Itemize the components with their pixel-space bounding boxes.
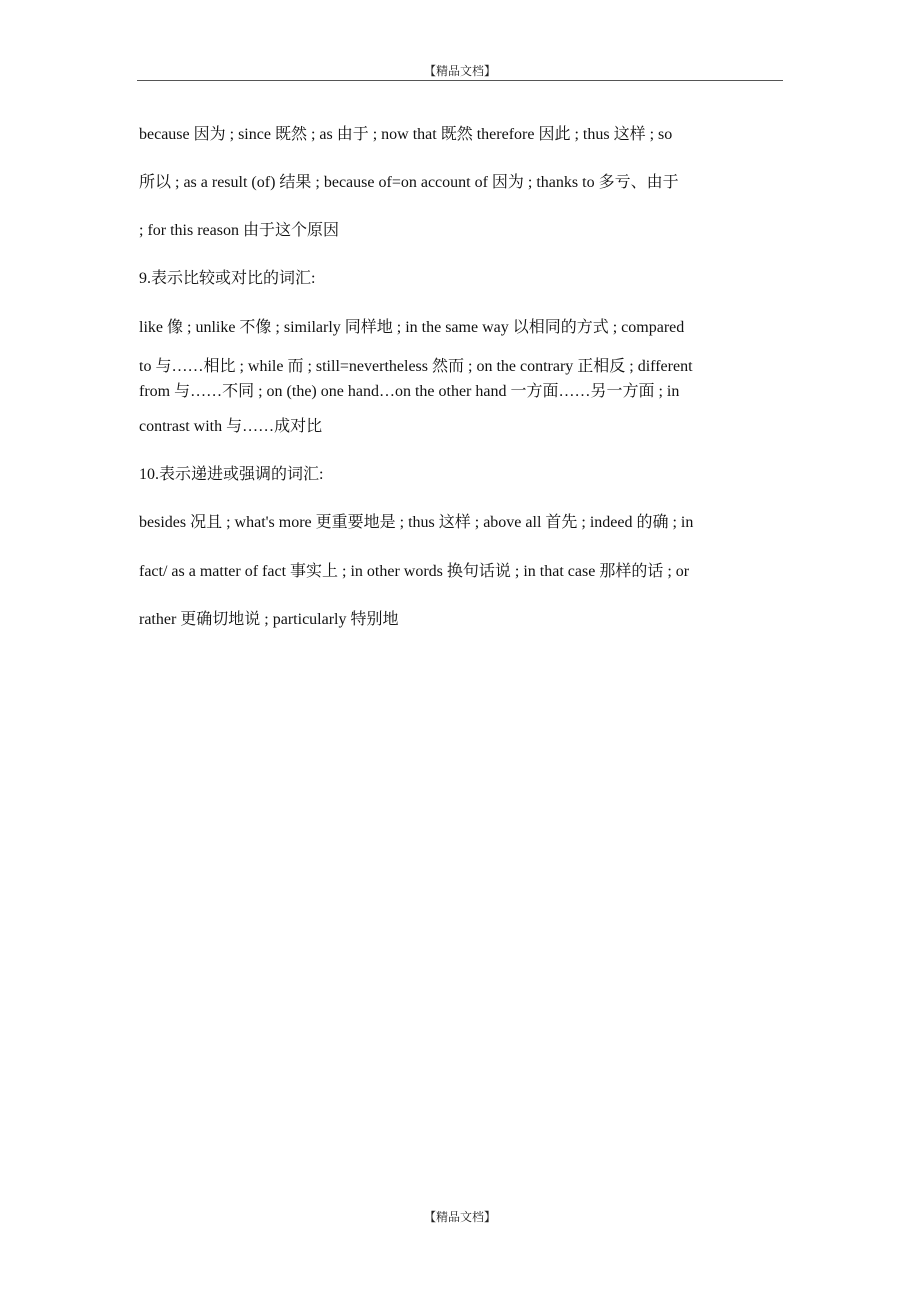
body-line-3: ; for this reason 由于这个原因 xyxy=(139,222,339,239)
section-heading-9: 9.表示比较或对比的词汇: xyxy=(139,270,316,287)
page-footer: 【精品文档】 xyxy=(423,1210,496,1224)
body-line-7: from 与……不同 ; on (the) one hand…on the other hand 一方面……另一方面 ; in xyxy=(139,383,680,400)
body-line-12: rather 更确切地说 ; particularly 特别地 xyxy=(139,611,399,628)
page-header: 【精品文档】 xyxy=(423,64,496,78)
body-line-8: contrast with 与……成对比 xyxy=(139,418,323,435)
body-line-6: to 与……相比 ; while 而 ; still=nevertheless 然而 ; on the contrary 正相反 ; different xyxy=(139,358,693,375)
header-divider xyxy=(137,80,783,81)
body-line-5: like 像 ; unlike 不像 ; similarly 同样地 ; in the same way 以相同的方式 ; compared xyxy=(139,319,685,336)
body-line-11: fact/ as a matter of fact 事实上 ; in other words 换句话说 ; in that case 那样的话 ; or xyxy=(139,563,690,580)
body-line-1: because 因为 ; since 既然 ; as 由于 ; now that 既然 therefore 因此 ; thus 这样 ; so xyxy=(139,126,673,143)
body-line-2: 所以 ; as a result (of) 结果 ; because of=on account of 因为 ; thanks to 多亏、由于 xyxy=(139,174,679,191)
body-line-10: besides 况且 ; what's more 更重要地是 ; thus 这样 ; above all 首先 ; indeed 的确 ; in xyxy=(139,514,694,531)
section-heading-10: 10.表示递进或强调的词汇: xyxy=(139,466,324,483)
